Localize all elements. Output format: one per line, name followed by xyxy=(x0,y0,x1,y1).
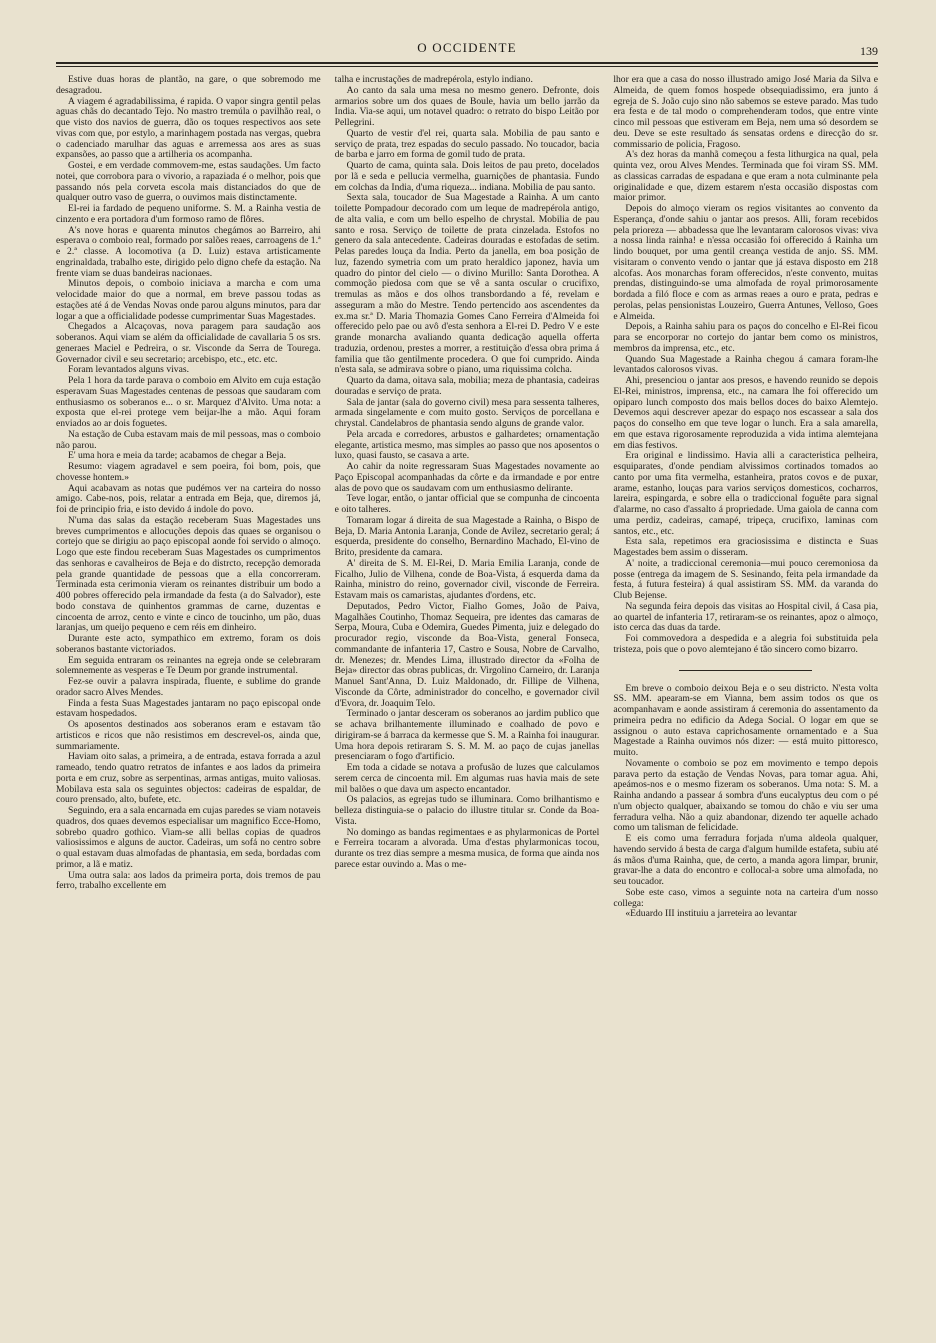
paragraph: Em breve o comboio deixou Beja e o seu districto. N'esta volta SS. MM. apearam-se em Vianna, bem assim todos os que os acompanhavam e aonde assistiram á ceremonia do assentamento da primeira pedra no edificio da Adega Social. O logar em que se assignou o auto estava caprichosamente ornamentado e a Sua Magestade a Rainha ouvimos nós dizer: — está muito pittoresco, muito. xyxy=(613,682,878,758)
paragraph: Estive duas horas de plantão, na gare, o que sobremodo me desagradou. xyxy=(56,75,321,96)
paragraph: Minutos depois, o comboio iniciava a marcha e com uma velocidade maior do que a normal, em breve passou todas as estações até á de Vendas Novas onde parou alguns minutos, para dar logar a que a officialidade podesse cumprimentar Suas Magestades. xyxy=(56,278,321,322)
paragraph: Depois, a Rainha sahiu para os paços do concelho e El-Rei ficou para se encorporar no cortejo do jantar bem como os ministros, membros da imprensa, etc., etc. xyxy=(613,321,878,354)
paragraph: No domingo as bandas regimentaes e as phylarmonicas de Portel e Ferreira tocaram a alvorada. Uma d'estas phylarmonicas tocou, durante os trez dias sempre a mesma musica, de forma que ainda nos parece estar ouvindo a. Mas o me- xyxy=(334,826,600,870)
paragraph: lhor era que a casa do nosso illustrado amigo José Maria da Silva e Almeida, de quem fomos hospede obsequiadissimo, era junto á egreja de S. João cujo sino não sabemos se esteve parado. Mas tudo era festa e de tal modo o comprehenderam todos, que entre vinte cinco mil pessoas que estiveram em Beja, nem uma só desordem se deu. Deve se este resultado ás sensatas ordens e direcção do sr. commissario de policia, Fragoso. xyxy=(613,75,878,150)
page-header xyxy=(56,38,878,60)
paragraph: Sobe este caso, vimos a seguinte nota na carteira d'um nosso collega: xyxy=(613,886,878,909)
paragraph: Gostei, e em verdade commovem-me, estas saudações. Um facto notei, que corrobora para o vivorio, a rapaziada é o melhor, pois que passando nós pela corveta escola mais distanciados do que de qualquer outro vaso de guerra, o ouvimos mais distinctamente. xyxy=(56,160,321,204)
paragraph: N'uma das salas da estação receberam Suas Magestades uns breves cumprimentos e allocuções depois das quaes se organisou o cortejo que se dirigiu ao paço episcopal aonde foi servido o almoço. Logo que este findou receberam Suas Magestades os cumprimentos das senhoras e cavalheiros de Beja e do distrcto, recepção demorada pela grande quantidade de pessoas que a ella concorreram. Terminada esta cerimonia vieram os reinantes distribuir um bodo a 400 pobres offerecido pela irmandade da festa (a do Salvador), este bodo constava de quinhentos grammas de carne, duzentas e cincoenta de arroz, cento e vinte e cinco de toucinho, um pão, duas laranjas, um queijo pequeno e cem réis em dinheiro. xyxy=(56,514,321,634)
section-divider xyxy=(679,670,811,671)
paragraph: Esta sala, repetimos era graciosissima e distincta e Suas Magestades bem assim o disseram. xyxy=(613,536,878,558)
paragraph: Pela 1 hora da tarde parava o comboio em Alvito em cuja estação esperavam Suas Magestades centenas de pessoas que saudaram com enthusiasmo os soberanos e... o sr. Marquez d'Alvito. Uma nota: a exposta que el-rei protege vem beijar-lhe a mão. Aqui foram enviados ao ar dois foguetes. xyxy=(56,375,321,429)
paragraph: Os aposentos destinados aos soberanos eram e estavam tão artisticos e ricos que não resistimos em descrevel-os, ainda que, summariamente. xyxy=(56,719,321,752)
paragraph: Sexta sala, toucador de Sua Magestade a Rainha. A um canto toilette Pompadour decorado com um leque de madrepérola antigo, de alta valia, e com um bello espelho de chrystal. Mobilia de pau santo e rosa. Serviço de toilette de prata cinzelada. Estofos no genero da sala antecedente. Cadeiras douradas e estofadas de setim. Pelas paredes louça da India. Perto da janella, em boa posição de luz, fazendo symetria com um prato heraldico japonez, havia um quadro do pintor del cielo — o divino Murillo: Santa Dorothea. A commoção piedosa com que se vê a santa oscular o crucifixo, tremulas as mãos e dos olhos transbordando a fé, revelam e asseguram a mão do Mestre. Tendo pertencido aos ascendentes da ex.ma sr.ª D. Maria Thomazia Gomes Cano Ferreira d'Almeida foi offerecido pelo pae ou avô d'esta senhora a El-rei D. Pedro V e este grande monarcha avaliando quanta dedicação aquella offerta traduzia, ordenou, prestes a morrer, a restituição d'essa obra prima á familia que tão gentilmente procedera. O que foi cumprido. Ainda n'esta sala, se admirava sobre o piano, uma riquissima colcha. xyxy=(334,192,600,376)
column-3 xyxy=(613,75,878,1315)
paragraph: Deputados, Pedro Victor, Fialho Gomes, João de Paiva, Magalhães Coutinho, Thomaz Sequeira, pre identes das camaras de Serpa, Moura, Cuba e Odemira, Guedes Pimenta, juiz e delegado do procurador regio, visconde da Boa-Vista, general Fonseca, commandante de infanteria 17, Castro e Sousa, Nobre de Carvalho, dr. Menezes; dr. Mendes Lima, illustrado director da «Folha de Beja» director das obras publicas, dr. Virgolino Carneiro, dr. Laranja Manuel Sant'Anna, D. Luiz Maldonado, dr. Fillipe de Vilhena, Visconde da Côrte, administrador do concelho, e governador civil d'Evora, dr. Joaquim Telo. xyxy=(334,600,600,709)
paragraph: E eis como uma ferradura forjada n'uma aldeola qualquer, havendo servido á besta de carga d'algum humilde estafeta, subiu até ás mãos d'uma Rainha, que, de certo, a manda agora limpar, brunir, gravar-lhe a data do encontro e collocal-a sobre uma almofada, no seu toucador. xyxy=(613,833,878,887)
paragraph: Ao cahir da noite regressaram Suas Magestades novamente ao Paço Episcopal acompanhadas da côrte e da irmandade e por entre alas de povo que os saudavam com um enthusiasmo delirante. xyxy=(334,461,600,494)
paragraph: A' noite, a tradiccional ceremonia—mui pouco ceremoniosa da posse (entrega da imagem de S. Sesinando, feita pela irmandade da festa, á futura festeira) á qual assistiram SS. MM. da varanda do Club Bejense. xyxy=(613,557,878,601)
header-rule-thin xyxy=(56,66,878,67)
paragraph: Aqui acabavam as notas que pudémos ver na carteira do nosso amigo. Cabe-nos, pois, relatar a entrada em Beja, que, diremos já, foi de principio fria, e isto devido á indole do povo. xyxy=(56,482,321,515)
paragraph: Na segunda feira depois das visitas ao Hospital civil, á Casa pia, ao quartel de infanteria 17, retiraram-se os reinantes, apoz o almoço, isto cerca das duas da tarde. xyxy=(613,600,878,634)
paragraph: Sala de jantar (sala do governo civil) mesa para sessenta talheres, armada singelamente e com muito gosto. Serviços de porcellana e chrystal. Candelabros de phantasia sendo alguns de grande valor. xyxy=(334,396,600,429)
paragraph: «Eduardo III instituiu a jarreteira ao levantar xyxy=(625,908,797,920)
paragraph: Terminado o jantar desceram os soberanos ao jardim publico que se achava brilhantemente illuminado e coalhado de povo e dirigiram-se á barraca da kermesse que S. M. a Rainha foi inaugurar. Uma hora depois retiraram S. S. M. M. ao paço de cujas janellas presenciaram o fogo d'artificio. xyxy=(334,708,600,763)
paragraph: Novamente o comboio se poz em movimento e tempo depois parava perto da estação de Vendas Novas, para tomar agua. Ahi, apeámos-nos e o mesmo fizeram os soberanos. Uma nota: S. M. a Rainha andando a passear á sombra d'uns eucalyptus deu com o pé n'um objecto qualquer, abaixando se tomou do chão e viu ser uma ferradura velha. Não a quiz abandonar, dizendo ter aquelle achado como um talisman de felicidade. xyxy=(613,757,878,834)
paragraph: E' uma hora e meia da tarde; acabamos de chegar a Beja. xyxy=(68,450,287,462)
paragraph: Na estação de Cuba estavam mais de mil pessoas, mas o comboio não parou. xyxy=(56,428,321,451)
paragraph: Quarto de cama, quinta sala. Dois leitos de pau preto, docelados por lã e seda e pellucia vermelha, guarnições de phantasia. Fundo em colchas da India, d'uma riqueza... indiana. Mobilia de pau santo. xyxy=(334,160,600,193)
paragraph: Foram levantados alguns vivas. xyxy=(68,364,189,376)
paragraph: Uma outra sala: aos lados da primeira porta, dois tremos de pau ferro, trabalho excellente em xyxy=(56,869,321,892)
paragraph: Resumo: viagem agradavel e sem poeira, foi bom, pois, que chovesse hontem.» xyxy=(56,461,321,483)
page-number: 139 xyxy=(860,44,878,58)
paragraph: Quarto de vestir d'el rei, quarta sala. Mobilia de pau santo e serviço de prata, trez espadas do seculo passado. No toucador, bacia de barba e jarro em forma de gomil tudo de prata. xyxy=(334,127,600,161)
paragraph: A viagem é agradabilissima, é rapida. O vapor singra gentil pelas aguas chãs do decantado Tejo. No mastro tremúla o pavilhão real, o que visto dos navios de guerra, dão os toques respectivos aos sete vivas com que, por estylo, a marinhagem postada nas vergas, quebra o cadenciado marulhar das aguas e arremessa aos ares as suas expansões, ao passo que a artilheria os acompanha. xyxy=(56,95,321,161)
paragraph: talha e incrustações de madrepérola, estylo indiano. xyxy=(334,75,533,85)
paragraph: Os palacios, as egrejas tudo se illuminara. Como brilhantismo e belleza distinguia-se o palacio do illustre titular sr. Conde da Boa-Vista. xyxy=(334,794,600,827)
paragraph: Pela arcada e corredores, arbustos e galhardetes; ornamentação elegante, artistica mesmo, mas simples ao passo que nos aposentos o luxo, quasi fausto, se casava a arte. xyxy=(334,428,600,462)
paragraph: Em seguida entraram os reinantes na egreja onde se celebraram solemnemente as vesperas e Te Deum por grande instrumental. xyxy=(56,654,321,677)
running-title: O OCCIDENTE xyxy=(417,40,517,55)
paragraph: Chegados a Alcaçovas, nova paragem para saudação aos soberanos. Aqui viam se além da officialidade de cavallaria 5 os srs. generaes Maciel e Pedreira, o sr. Visconde da Serra de Tourega. Governador civil e seu secretario; arcebispo, etc., etc. etc. xyxy=(56,321,321,365)
paragraph: Foi commovedora a despedida e a alegria foi substituida pela tristeza, pois que o povo alemtejano é tão sincero como bizarro. xyxy=(613,633,878,655)
paragraph: Durante este acto, sympathico em extremo, foram os dois soberanos bastante victoriados. xyxy=(56,633,321,655)
paragraph: Teve logar, então, o jantar official que se compunha de cincoenta e oito talheres. xyxy=(334,493,600,515)
paragraph: A' direita de S. M. El-Rei, D. Maria Emilia Laranja, conde de Ficalho, Julio de Vilhena, conde de Boa-Vista, á esquerda dama da Rainha, ministro do reino, governador civil, visconde de Ferreira. Estavam mais os camaristas, ajudantes d'ordens, etc. xyxy=(334,557,600,601)
paragraph: A's dez horas da manhã começou a festa lithurgica na qual, pela quinta vez, orou Alves Mendes. Terminada que foi viram SS. MM. as classicas carradas de espadana e que eram a nota culminante pela originalidade e que, dizem estarem n'esta occasião dispostas com maior primor. xyxy=(613,149,878,204)
paragraph: Quando Sua Magestade a Rainha chegou á camara foram-lhe levantados calorosos vivas. xyxy=(613,353,878,376)
header-rule xyxy=(56,62,878,64)
paragraph: Era original e lindissimo. Havia alli a caracteristica pelheira, esquiparates, d'onde pendiam alvissimos cortinados tomados ao canto por uma fita vermelha, estanheira, pratos covos e de puxar, arame, estanho, louças para varios serviços domesticos, cocharros, lareira, espingarda, e sobre ella o tradiccional foguête para signal d'alarme, no caso d'assalto á propriedade. Uma gaiola de canna com uma perdiz, cadeiras, camapé, tripeça, crucifixo, laminas com santos, etc., etc. xyxy=(613,450,878,537)
paragraph: A's nove horas e quarenta minutos chegámos ao Barreiro, ahi esperava o comboio real, formado por salões reaes, carroagens de 1.ª e 2.ª classe. A locomotiva (a D. Luiz) estava artisticamente engrinaldada, trabalho este, dirigido pelo digno chefe da estação. Na frente viam se duas bandeiras nacionaes. xyxy=(56,224,321,279)
text-columns xyxy=(56,75,878,1315)
paragraph: Seguindo, era a sala encarnada em cujas paredes se viam notaveis quadros, dos quaes devemos especialisar um magnifico Ecce-Homo, sobrebo quadro gothico. Viam-se alli bellas copias de quadros valiosissimos e alguns de auctor. Cadeiras, um sofá no centro sobre o qual estavam duas almofadas de phantasia, em seda, bordadas com primor, a lã e matiz. xyxy=(56,805,321,870)
paragraph: Quarto da dama, oitava sala, mobilia; meza de phantasia, cadeiras douradas e serviço de prata. xyxy=(334,375,600,397)
paragraph: Tomaram logar á direita de sua Magestade a Rainha, o Bispo de Beja, D. Maria Antonia Laranja, Conde de Avilez, secretario geral; á esquerda, presidente do conselho, Bernardino Machado, El-vino de Brito, presidente da camara. xyxy=(334,514,600,558)
paragraph: El-rei ia fardado de pequeno uniforme. S. M. a Rainha vestia de cinzento e era portadora d'um formoso ramo de flôres. xyxy=(56,203,321,225)
paragraph: Finda a festa Suas Magestades jantaram no paço episcopal onde estavam hospedados. xyxy=(56,697,321,720)
paragraph: Haviam oito salas, a primeira, a de entrada, estava forrada a azul rameado, tendo quatro retratos de infantes e aos lados da primeira porta e em cruz, sobre as serpentinas, armas antigas, muito valiosas. Mobilava esta sala os seguintes objectos: cadeiras de espaldar, de couro prensado, alto, bufete, etc. xyxy=(56,751,321,806)
paragraph: Fez-se ouvir a palavra inspirada, fluente, e sublime do grande orador sacro Alves Mendes. xyxy=(56,676,321,698)
paragraph: Em toda a cidade se notava a profusão de luzes que calculamos serem cerca de cincoenta mil. Em algumas ruas havia mais de sete mil balões o que dava um aspecto encantador. xyxy=(334,762,600,795)
column-2 xyxy=(335,75,600,1315)
paragraph: Ao canto da sala uma mesa no mesmo genero. Defronte, dois armarios sobre um dos quaes de Boule, havia um bello jarrão da India. Via-se aqui, um notavel quadro: o retrato do bispo Leitão por Pellegrini. xyxy=(334,84,600,128)
column-1 xyxy=(56,75,321,1315)
paragraph: Depois do almoço vieram os regios visitantes ao convento da Esperança, d'onde sahiu o jantar aos presos. Alli, foram recebidos pela prioreza — abbadessa que lhe levantaram calorosos vivas: viva a nossa linda rainha! e n'essa occasião foi offerecido á Rainha um lindo bouquet, por uma gentil creança vestida de anjo. SS. MM. visitaram o convento vendo o jantar que já estava disposto em 218 alcofas. Aos monarchas foram offerecidos, n'este convento, muitas prendas, distinguindo-se uma almofada de royal primorosamente bordada a filó floce e com as armas reaes a ouro e prata, pedras e perolas, pelas pensionistas Louzeiro, Guerra Antunes, Velloso, Goes e Almeida. xyxy=(613,203,878,322)
paragraph: Ahi, presenciou o jantar aos presos, e havendo reunido se depois El-Rei, ministros, imprensa, etc., na camara lhe foi offerecido um opiparo lunch composto dos mais bellos doces do baixo Alemtejo. Devemos aqui descrever apezar do espaço nos escassear a sala dos paços do conselho em que teve logar o lunch. Era a sala amarella, em que estava rigorosamente reproduzida a vida intima alemtejana em dias festivos. xyxy=(613,375,878,451)
